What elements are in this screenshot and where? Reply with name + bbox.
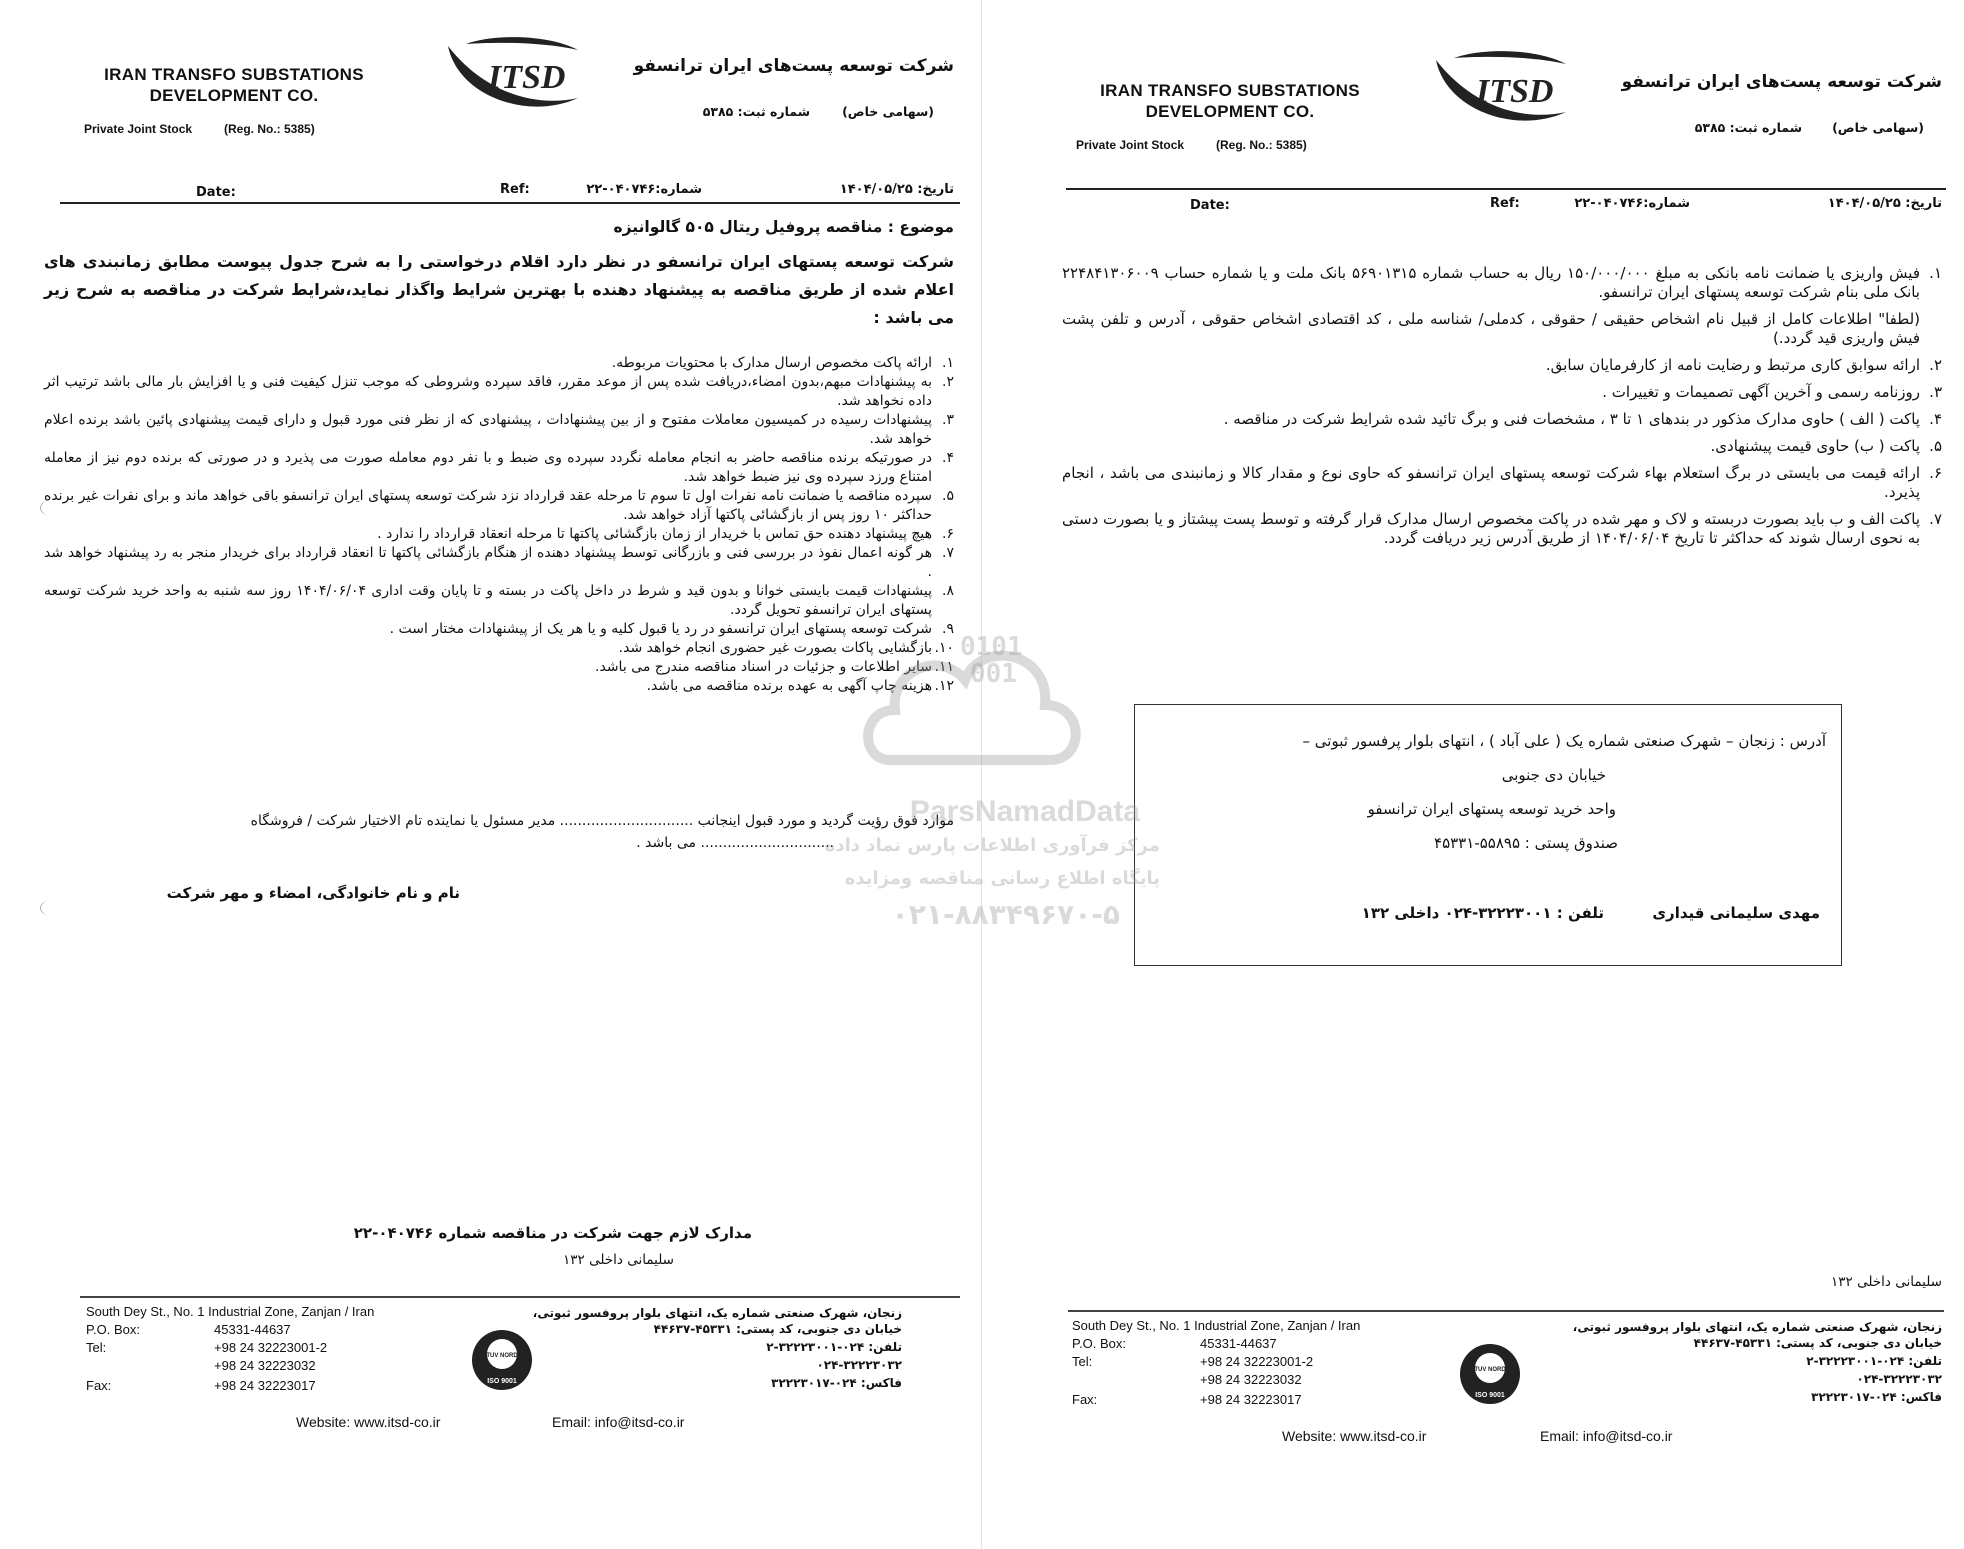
ref-number-fa: شماره:۰۴۰۷۴۶-۲۲ bbox=[586, 182, 702, 197]
footer-website: Website: www.itsd-co.ir bbox=[296, 1414, 441, 1430]
punch-hole-mark bbox=[40, 500, 63, 516]
condition-number: ۱۰. bbox=[934, 640, 954, 656]
ref-label-en: Ref: bbox=[500, 182, 530, 197]
itsd-logo-text: ITSD bbox=[1476, 73, 1554, 110]
required-doc-text: ارائه قیمت می بایستی در برگ استعلام بهاء شرکت توسعه پستهای ایران ترانسفو که حاوی نوع و مقدار کالا و زمانبندی می باشد ، انجام پذیرد. bbox=[1062, 464, 1920, 501]
company-private-label: Private Joint Stock bbox=[1076, 138, 1185, 152]
condition-number: ۶. bbox=[942, 526, 954, 542]
condition-number: ۴. bbox=[942, 450, 954, 466]
footer-tel-1: +98 24 32223001-2 bbox=[1200, 1354, 1314, 1369]
condition-text: در صورتیکه برنده مناقصه حاضر به انجام معامله نگردد سپرده وی ضبط و با نفر دوم معامله صورت می پذیرد و در صورتی که برنده دوم نیز از معامله امتناع ورزد سپرده وی نیز ضبط خواهد شد. bbox=[44, 450, 932, 485]
condition-item bbox=[44, 525, 954, 544]
watermark-brand: ParsNamadData bbox=[909, 795, 1140, 828]
condition-item bbox=[44, 677, 954, 696]
required-doc-text: پاکت ( الف ) حاوی مدارک مذکور در بندهای ۱ تا ۳ ، مشخصات فنی و برگ تائید شده شرایط شرکت در مناقصه . bbox=[1223, 410, 1920, 428]
condition-item bbox=[44, 639, 954, 658]
cert-label: ISO 9001 bbox=[487, 1378, 517, 1385]
footer-fax-label: Fax: bbox=[86, 1378, 112, 1393]
contact-name: مهدی سلیمانی قیداری bbox=[1652, 904, 1820, 922]
footer-tel2-fa: ۰۲۴-۳۲۲۲۳۰۳۲ bbox=[816, 1358, 902, 1372]
condition-number: ۱. bbox=[942, 355, 954, 371]
condition-item bbox=[44, 544, 954, 582]
condition-text: سپرده مناقصه یا ضمانت نامه نفرات اول تا سوم تا مرحله عقد قرارداد نزد شرکت توسعه پستهای ایران ترانسفو باقی خواهد ماند و برای نفرات غیر برنده حداکثر ۱۰ روز پس از بازگشائی پاکتها آزاد خواهد شد. bbox=[44, 488, 932, 523]
footer-fax-fa: فاکس: ۰۲۴-۳۲۲۲۳۰۱۷ bbox=[1811, 1390, 1942, 1404]
intro-paragraph: شرکت توسعه پستهای ایران ترانسفو در نظر دارد اقلام درخواستی را به شرح جدول پیوست مطابق زمانبندی های اعلام شده از طریق مناقصه به پیشنهاد دهنده با بهترین شرایط واگذار نماید،شرایط شرکت در مناقصه به شرح زیر می باشد : bbox=[44, 252, 954, 327]
right-page bbox=[982, 0, 1964, 1549]
required-doc-number: ۴. bbox=[1929, 410, 1942, 428]
ref-number-fa: شماره:۰۴۰۷۴۶-۲۲ bbox=[1574, 196, 1690, 211]
required-doc-number: ۵. bbox=[1929, 437, 1942, 455]
footer-tel-2: +98 24 32223032 bbox=[1200, 1372, 1302, 1387]
condition-number: ۱۲. bbox=[934, 678, 954, 694]
contact-note: سلیمانی داخلی ۱۳۲ bbox=[563, 1252, 674, 1268]
condition-text: پیشنهادات قیمت بایستی خوانا و بدون قید و شرط در داخل پاکت در بسته و تا پایان وقت اداری ۱۴۰۴/۰۶/۰۴ روز سه شنبه به واحد خرید شرکت توسعه پستهای ایران ترانسفو تحویل گردد. bbox=[44, 583, 932, 618]
footer-address-fa-1: زنجان، شهرک صنعتی شماره یک، انتهای بلوار پروفسور ثبوتی، bbox=[532, 1306, 902, 1320]
footer-fax-label: Fax: bbox=[1072, 1392, 1098, 1407]
condition-number: ۲. bbox=[942, 374, 954, 390]
footer-address-fa-2: خیابان دی جنوبی، کد پستی: ۴۵۳۳۱-۴۴۶۳۷ bbox=[653, 1322, 902, 1336]
itsd-logo bbox=[438, 26, 588, 118]
condition-text: پیشنهادات رسیده در کمیسیون معاملات مفتوح و از بین پیشنهادات ، پیشنهادی که از نظر فنی مورد قبول و دارای قیمت پیشنهادی پائین باشد برنده اعلام خواهد شد. bbox=[44, 412, 932, 447]
date-label-en: Date: bbox=[1190, 198, 1230, 213]
address-line-4: صندوق پستی : ۵۵۸۹۵-۴۵۳۳۱ bbox=[1434, 834, 1618, 852]
company-name-en-line1: IRAN TRANSFO SUBSTATIONS bbox=[1100, 81, 1360, 100]
footer-fax-value: +98 24 32223017 bbox=[214, 1378, 316, 1393]
condition-number: ۹. bbox=[942, 621, 954, 637]
company-type-fa: (سهامی خاص) bbox=[1832, 120, 1924, 135]
required-doc-text: روزنامه رسمی و آخرین آگهی تصمیمات و تغییرات . bbox=[1602, 383, 1920, 401]
condition-text: هر گونه اعمال نفوذ در بررسی فنی و بازرگانی توسط پیشنهاد دهنده از هنگام بازگشائی پاکتها تا انعقاد قرارداد برای خریدار منجر به رد پیشنهاد خواهد شد . bbox=[44, 545, 932, 580]
required-doc-text: ارائه سوابق کاری مرتبط و رضایت نامه از کارفرمایان سابق. bbox=[1545, 356, 1920, 374]
condition-text: سایر اطلاعات و جزئیات در اسناد مناقصه مندرج می باشد. bbox=[595, 659, 932, 675]
condition-number: ۷. bbox=[942, 545, 954, 561]
condition-text: هیچ پیشنهاد دهنده حق تماس با خریدار از زمان بازگشائی پاکتها تا مرحله انعقاد قرارداد را ندارد . bbox=[377, 526, 932, 542]
watermark-phone: ۰۲۱-۸۸۳۴۹۶۷۰-۵ bbox=[891, 898, 1120, 931]
footer-rule bbox=[1068, 1310, 1944, 1312]
condition-text: بازگشایی پاکات بصورت غیر حضوری انجام خواهد شد. bbox=[618, 640, 932, 656]
footer-tel-2: +98 24 32223032 bbox=[214, 1358, 316, 1373]
condition-item bbox=[44, 449, 954, 487]
required-doc-item bbox=[1062, 437, 1942, 456]
condition-item bbox=[44, 582, 954, 620]
header-rule bbox=[60, 202, 960, 204]
required-doc-number: ۲. bbox=[1929, 356, 1942, 374]
required-doc-item bbox=[1062, 410, 1942, 429]
footer-address-en: South Dey St., No. 1 Industrial Zone, Zanjan / Iran bbox=[86, 1304, 375, 1319]
page-fold-divider bbox=[981, 0, 982, 1549]
company-reg-fa: شماره ثبت: ۵۳۸۵ bbox=[702, 104, 810, 119]
watermark-line-2: پایگاه اطلاع رسانی مناقصه ومزایده bbox=[844, 868, 1160, 889]
signature-label: نام و نام خانوادگی، امضاء و مهر شرکت bbox=[166, 884, 460, 902]
footer-tel-fa: تلفن: ۰۲۴-۳۲۲۲۳۰۰۱-۲ bbox=[1806, 1354, 1942, 1368]
footer-tel-label: Tel: bbox=[1072, 1354, 1093, 1369]
address-line-2: خیابان دی جنوبی bbox=[1501, 766, 1606, 784]
itsd-logo-text: ITSD bbox=[488, 59, 566, 96]
contact-note: سلیمانی داخلی ۱۳۲ bbox=[1831, 1274, 1942, 1290]
acceptance-line-1: موارد فوق رؤیت گردید و مورد قبول اینجانب .............................. مدیر مسئول یا نماینده تام الاختیار شرکت / فروشگاه bbox=[250, 813, 954, 829]
condition-number: ۳. bbox=[942, 412, 954, 428]
cert-brand: TUV NORD bbox=[486, 1353, 518, 1359]
condition-text: به پیشنهادات مبهم،بدون امضاء،دریافت شده پس از موعد مقرر، فاقد سپرده وشروطی که موجب تنزل کیفیت فنی و یا افزایش بار مالی باشد ترتیب اثر داده نخواهد شد. bbox=[44, 374, 932, 409]
required-doc-text: (لطفا" اطلاعات کامل از قبیل نام اشخاص حقیقی / حقوقی ، کدملی/ شناسه ملی ، کد اقتصادی اشخاص حقوقی ، آدرس و تلفن پشت فیش واریزی قید گردد.) bbox=[1062, 310, 1920, 347]
company-name-en-line2: DEVELOPMENT CO. bbox=[149, 86, 319, 105]
condition-item bbox=[44, 658, 954, 677]
required-doc-number: ۳. bbox=[1929, 383, 1942, 401]
acceptance-line-2: .............................. می باشد . bbox=[636, 835, 834, 851]
watermark-line-1: مرکز فرآوری اطلاعات پارس نماد داده bbox=[824, 835, 1160, 856]
footer-email: Email: info@itsd-co.ir bbox=[552, 1414, 685, 1430]
condition-text: هزینه چاپ آگهی به عهده برنده مناقصه می باشد. bbox=[646, 678, 932, 694]
company-reg-en: (Reg. No.: 5385) bbox=[1216, 138, 1307, 152]
footer-pobox-label: P.O. Box: bbox=[1072, 1336, 1126, 1351]
required-doc-item bbox=[1062, 383, 1942, 402]
condition-item bbox=[44, 373, 954, 411]
subject-line: موضوع : مناقصه پروفیل ریتال ۵۰۵ گالوانیزه bbox=[613, 218, 954, 236]
company-type-fa: (سهامی خاص) bbox=[842, 104, 934, 119]
contact-phone: تلفن : ۳۲۲۲۳۰۰۱-۰۲۴ داخلی ۱۳۲ bbox=[1361, 904, 1604, 922]
punch-hole-mark bbox=[40, 900, 63, 916]
conditions-list bbox=[44, 354, 954, 696]
footer-email: Email: info@itsd-co.ir bbox=[1540, 1428, 1673, 1444]
condition-item bbox=[44, 411, 954, 449]
address-line-1: آدرس : زنجان – شهرک صنعتی شماره یک ( علی آباد ) ، انتهای بلوار پرفسور ثبوتی – bbox=[1302, 732, 1826, 750]
svg-text:001: 001 bbox=[970, 659, 1017, 689]
footer-tel2-fa: ۰۲۴-۳۲۲۲۳۰۳۲ bbox=[1856, 1372, 1942, 1386]
required-doc-item bbox=[1062, 510, 1942, 548]
required-doc-text: پاکت الف و ب باید بصورت دربسته و لاک و مهر شده در پاکت مخصوص ارسال مدارک قرار گرفته و توسط پست پیشتاز و یا بصورت دستی به نحوی ارسال شوند که حداکثر تا تاریخ ۱۴۰۴/۰۶/۰۴ از طریق آدرس زیر دریافت گردد. bbox=[1062, 510, 1920, 547]
footer-address-fa-1: زنجان، شهرک صنعتی شماره یک، انتهای بلوار پروفسور ثبوتی، bbox=[1572, 1320, 1942, 1334]
required-documents-list bbox=[1062, 264, 1942, 556]
footer-pobox-label: P.O. Box: bbox=[86, 1322, 140, 1337]
required-doc-item bbox=[1062, 356, 1942, 375]
condition-item bbox=[44, 487, 954, 525]
condition-number: ۵. bbox=[942, 488, 954, 504]
condition-number: ۸. bbox=[942, 583, 954, 599]
footer-address-en: South Dey St., No. 1 Industrial Zone, Zanjan / Iran bbox=[1072, 1318, 1361, 1333]
condition-text: شرکت توسعه پستهای ایران ترانسفو در رد یا قبول کلیه و یا هر یک از پیشنهادات مختار است . bbox=[389, 621, 932, 637]
footer-tel-label: Tel: bbox=[86, 1340, 107, 1355]
condition-item bbox=[44, 354, 954, 373]
condition-number: ۱۱. bbox=[934, 659, 954, 675]
company-name-en-line1: IRAN TRANSFO SUBSTATIONS bbox=[104, 65, 364, 84]
header-rule bbox=[1066, 188, 1946, 190]
required-doc-text: فیش واریزی یا ضمانت نامه بانکی به مبلغ ۱۵۰/۰۰۰/۰۰۰ ریال به حساب شماره ۵۶۹۰۱۳۱۵ بانک ملت و یا شماره حساب ۲۲۴۸۴۱۳۰۶۰۰۹ بانک ملی بنام شرکت توسعه پستهای ایران ترانسفو. bbox=[1062, 264, 1921, 301]
footer-rule bbox=[80, 1296, 960, 1298]
iso-cert-badge bbox=[1458, 1342, 1522, 1406]
footer-tel-1: +98 24 32223001-2 bbox=[214, 1340, 328, 1355]
required-doc-item bbox=[1062, 310, 1942, 348]
svg-text:0101: 0101 bbox=[960, 632, 1023, 662]
footer-fax-fa: فاکس: ۰۲۴-۳۲۲۲۳۰۱۷ bbox=[771, 1376, 902, 1390]
company-name-en-line2: DEVELOPMENT CO. bbox=[1145, 102, 1315, 121]
required-doc-number: ۱. bbox=[1929, 264, 1942, 282]
date-fa: تاریخ: ۱۴۰۴/۰۵/۲۵ bbox=[1827, 196, 1942, 211]
company-reg-en: (Reg. No.: 5385) bbox=[224, 122, 315, 136]
required-doc-item bbox=[1062, 464, 1942, 502]
required-doc-number: ۶. bbox=[1929, 464, 1942, 482]
date-fa: تاریخ: ۱۴۰۴/۰۵/۲۵ bbox=[839, 182, 954, 197]
company-name-fa: شرکت توسعه پست‌های ایران ترانسفو bbox=[633, 56, 954, 76]
company-private-label: Private Joint Stock bbox=[84, 122, 193, 136]
footer-tel-fa: تلفن: ۰۲۴-۳۲۲۲۳۰۰۱-۲ bbox=[766, 1340, 902, 1354]
footer-pobox-value: 45331-44637 bbox=[1200, 1336, 1277, 1351]
condition-text: ارائه پاکت مخصوص ارسال مدارک با محتویات مربوطه. bbox=[611, 355, 932, 371]
cert-brand: TUV NORD bbox=[1474, 1367, 1506, 1373]
address-line-3: واحد خرید توسعه پستهای ایران ترانسفو bbox=[1367, 800, 1616, 818]
company-reg-fa: شماره ثبت: ۵۳۸۵ bbox=[1694, 120, 1802, 135]
date-label-en: Date: bbox=[196, 185, 236, 200]
required-doc-item bbox=[1062, 264, 1942, 302]
iso-cert-badge bbox=[470, 1328, 534, 1392]
footer-pobox-value: 45331-44637 bbox=[214, 1322, 291, 1337]
company-name-fa: شرکت توسعه پست‌های ایران ترانسفو bbox=[1621, 72, 1942, 92]
footer-address-fa-2: خیابان دی جنوبی، کد پستی: ۴۵۳۳۱-۴۴۶۳۷ bbox=[1693, 1336, 1942, 1350]
company-name-en bbox=[1074, 80, 1386, 122]
cert-label: ISO 9001 bbox=[1475, 1392, 1505, 1399]
condition-item bbox=[44, 620, 954, 639]
footer-fax-value: +98 24 32223017 bbox=[1200, 1392, 1302, 1407]
company-name-en bbox=[78, 64, 390, 106]
footer-website: Website: www.itsd-co.ir bbox=[1282, 1428, 1427, 1444]
documents-note: مدارک لازم جهت شرکت در مناقصه شماره ۰۴۰۷۴۶-۲۲ bbox=[353, 1224, 752, 1242]
required-doc-text: پاکت ( ب) حاوی قیمت پیشنهادی. bbox=[1710, 437, 1920, 455]
itsd-logo bbox=[1426, 40, 1576, 132]
required-doc-number: ۷. bbox=[1929, 510, 1942, 528]
ref-label-en: Ref: bbox=[1490, 196, 1520, 211]
